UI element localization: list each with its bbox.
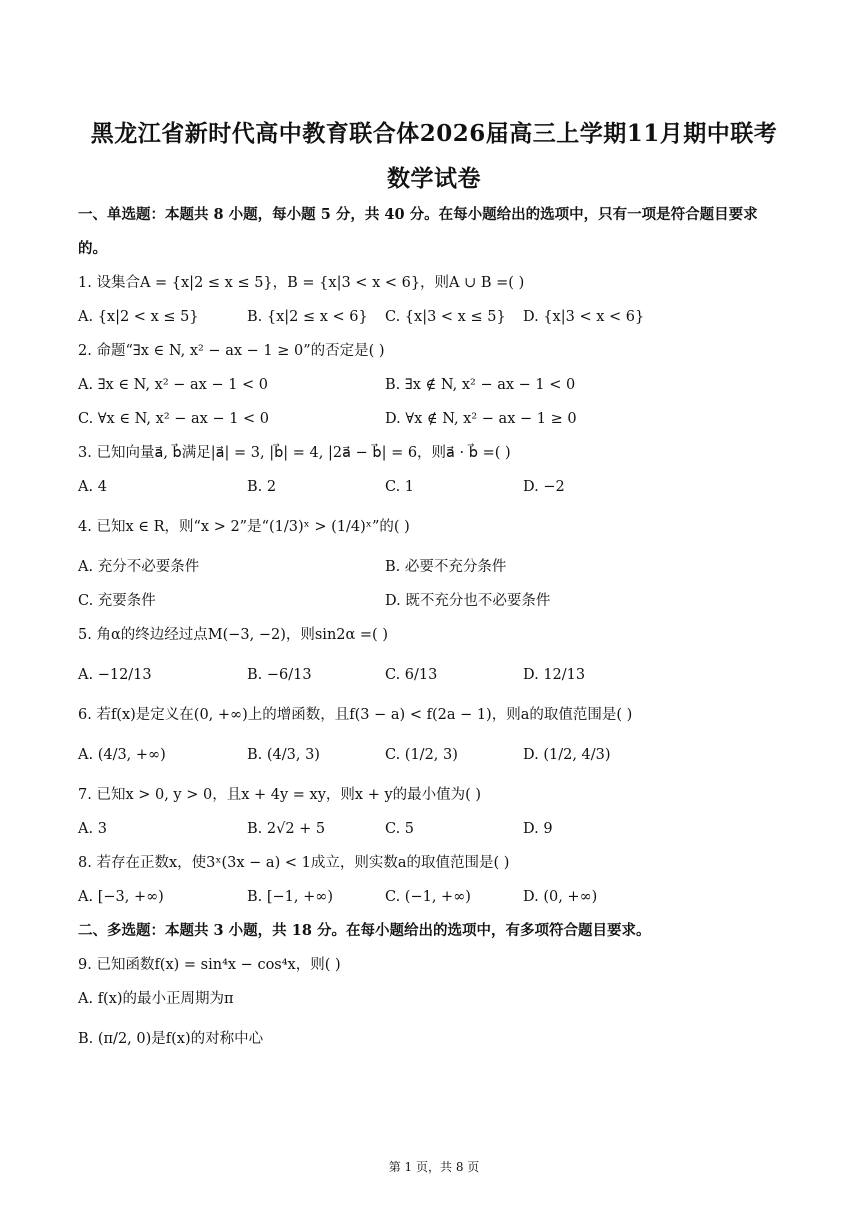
option-a: A. 3	[78, 821, 107, 837]
option-b: B. ∃x ∉ N, x² − ax − 1 < 0	[385, 377, 576, 393]
question-8-options	[0, 887, 868, 909]
question-7-options	[0, 819, 868, 841]
option-c: C. 5	[385, 821, 415, 837]
question-8: 8. 若存在正数x，使3ˣ(3x − a) < 1成立，则实数a的取值范围是( )	[78, 855, 510, 871]
option-b: B. {x|2 ≤ x < 6}	[247, 309, 368, 325]
option-b: B. (4/3, 3)	[247, 747, 320, 763]
question-1-options	[0, 307, 868, 329]
option-d: D. (0, +∞)	[523, 889, 598, 905]
option-a: A. 4	[78, 479, 107, 495]
question-4: 4. 已知x ∈ R，则“x > 2”是“(1/3)ˣ > (1/4)ˣ”的( )	[78, 519, 410, 535]
section-1-heading: 一、单选题：本题共 8 小题，每小题 5 分，共 40 分。在每小题给出的选项中，只有一项是符合题目要求	[78, 206, 758, 223]
question-5-options	[0, 665, 868, 687]
question-6-options	[0, 745, 868, 767]
question-2-options-row2	[0, 409, 868, 431]
option-c: C. ∀x ∈ N, x² − ax − 1 < 0	[78, 411, 270, 427]
question-4-options-row2	[0, 591, 868, 613]
question-9: 9. 已知函数f(x) = sin⁴x − cos⁴x，则( )	[78, 957, 341, 973]
exam-subtitle: 数学试卷	[387, 165, 481, 192]
question-1: 1. 设集合A = {x|2 ≤ x ≤ 5}，B = {x|3 < x < 6}，则A ∪ B =( )	[78, 275, 525, 291]
option-c: C. 1	[385, 479, 415, 495]
option-a: A. −12/13	[78, 667, 152, 683]
option-d: D. ∀x ∉ N, x² − ax − 1 ≥ 0	[385, 411, 577, 427]
option-c: C. (−1, +∞)	[385, 889, 471, 905]
option-b: B. 2√2 + 5	[247, 821, 326, 837]
question-3-options	[0, 477, 868, 499]
option-b: B. [−1, +∞)	[247, 889, 334, 905]
option-d: D. 9	[523, 821, 553, 837]
option-a: A. {x|2 < x ≤ 5}	[78, 309, 199, 325]
option-a: A. [−3, +∞)	[78, 889, 164, 905]
option-c: C. (1/2, 3)	[385, 747, 458, 763]
option-d: D. (1/2, 4/3)	[523, 747, 611, 763]
page-footer: 第 1 页，共 8 页	[388, 1160, 480, 1174]
question-9-option-a: A. f(x)的最小正周期为π	[78, 991, 234, 1007]
question-9-option-b: B. (π/2, 0)是f(x)的对称中心	[78, 1031, 264, 1047]
option-b: B. 2	[247, 479, 277, 495]
section-1-heading-cont: 的。	[78, 240, 107, 257]
question-5: 5. 角α的终边经过点M(−3, −2)，则sin2α =( )	[78, 627, 388, 643]
option-b: B. 必要不充分条件	[385, 559, 507, 575]
option-a: A. 充分不必要条件	[78, 559, 200, 575]
option-d: D. {x|3 < x < 6}	[523, 309, 645, 325]
option-c: C. 充要条件	[78, 593, 156, 609]
option-d: D. 既不充分也不必要条件	[385, 593, 551, 609]
option-b: B. −6/13	[247, 667, 312, 683]
option-c: C. {x|3 < x ≤ 5}	[385, 309, 506, 325]
section-2-heading: 二、多选题：本题共 3 小题，共 18 分。在每小题给出的选项中，有多项符合题目要求。	[78, 922, 651, 939]
option-c: C. 6/13	[385, 667, 438, 683]
option-a: A. ∃x ∈ N, x² − ax − 1 < 0	[78, 377, 269, 393]
question-4-options-row1	[0, 557, 868, 579]
question-2-options-row1	[0, 375, 868, 397]
option-a: A. (4/3, +∞)	[78, 747, 166, 763]
exam-title: 黑龙江省新时代高中教育联合体2026届高三上学期11月期中联考	[90, 120, 778, 147]
option-d: D. 12/13	[523, 667, 586, 683]
question-7: 7. 已知x > 0, y > 0，且x + 4y = xy，则x + y的最小值为( )	[78, 787, 482, 803]
question-2: 2. 命题“∃x ∈ N, x² − ax − 1 ≥ 0”的否定是( )	[78, 343, 385, 359]
question-6: 6. 若f(x)是定义在(0, +∞)上的增函数，且f(3 − a) < f(2a − 1)，则a的取值范围是( )	[78, 707, 633, 723]
option-d: D. −2	[523, 479, 565, 495]
question-3: 3. 已知向量a⃗, b⃗满足|a⃗| = 3, |b⃗| = 4, |2a⃗ − b⃗| = 6，则a⃗ · b⃗ =( )	[78, 445, 511, 461]
